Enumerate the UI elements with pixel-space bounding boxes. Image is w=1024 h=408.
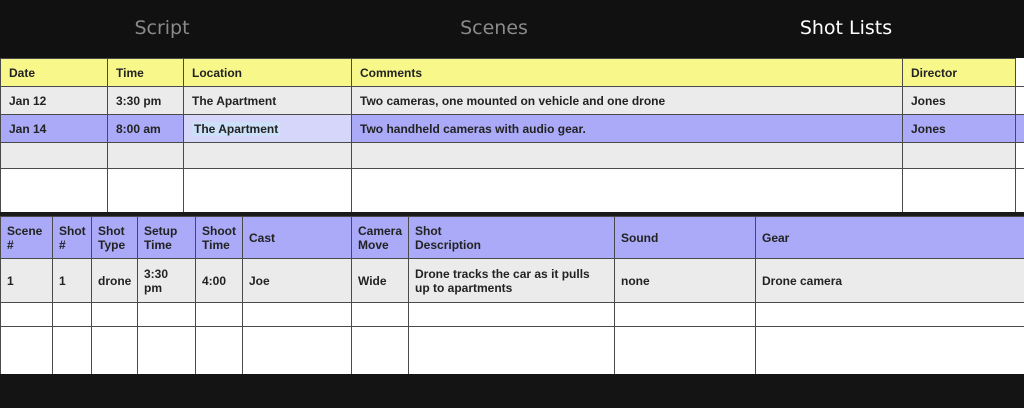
empty-cell[interactable] — [92, 303, 138, 327]
shot-list-table — [0, 216, 1024, 375]
schedule-header-row — [1, 59, 1024, 87]
cell-comments[interactable]: Two cameras, one mounted on vehicle and one drone — [352, 87, 903, 115]
empty-cell[interactable] — [756, 327, 1024, 375]
location-text-selection[interactable]: The Apartment — [194, 121, 279, 136]
empty-cell[interactable] — [92, 327, 138, 375]
header-setup-time: Setup Time — [138, 217, 196, 259]
header-cast: Cast — [243, 217, 352, 259]
empty-cell[interactable] — [53, 327, 92, 375]
empty-cell[interactable] — [352, 143, 903, 169]
empty-cell[interactable] — [903, 169, 1016, 213]
tab-scenes[interactable]: Scenes — [460, 17, 528, 39]
header-director: Director — [903, 59, 1016, 87]
empty-cell[interactable] — [138, 327, 196, 375]
empty-cell[interactable] — [108, 143, 184, 169]
table-row[interactable] — [1, 87, 1024, 115]
row-filler — [1016, 143, 1024, 169]
header-location: Location — [184, 59, 352, 87]
tab-script[interactable]: Script — [134, 17, 190, 39]
empty-cell[interactable] — [243, 327, 352, 375]
cell-location[interactable]: The Apartment — [184, 87, 352, 115]
tab-bar — [0, 0, 1024, 58]
empty-cell[interactable] — [1, 143, 108, 169]
cell-setup-time[interactable]: 3:30 pm — [138, 259, 196, 303]
empty-cell[interactable] — [409, 303, 615, 327]
cell-shot-type[interactable]: drone — [92, 259, 138, 303]
cell-comments[interactable]: Two handheld cameras with audio gear. — [352, 115, 903, 143]
table-row-empty[interactable] — [1, 169, 1024, 213]
empty-cell[interactable] — [184, 169, 352, 213]
header-filler — [1016, 59, 1024, 87]
table-row-empty[interactable] — [1, 327, 1024, 375]
empty-cell[interactable] — [409, 327, 615, 375]
header-shoot-time: Shoot Time — [196, 217, 243, 259]
header-date: Date — [1, 59, 108, 87]
cell-date[interactable]: Jan 14 — [1, 115, 108, 143]
row-filler — [1016, 169, 1024, 213]
cell-scene[interactable]: 1 — [1, 259, 53, 303]
cell-camera-move[interactable]: Wide — [352, 259, 409, 303]
cell-date[interactable]: Jan 12 — [1, 87, 108, 115]
header-camera-move: Camera Move — [352, 217, 409, 259]
empty-cell[interactable] — [138, 303, 196, 327]
empty-cell[interactable] — [1, 169, 108, 213]
empty-cell[interactable] — [352, 169, 903, 213]
cell-director[interactable]: Jones — [903, 115, 1016, 143]
cell-time[interactable]: 8:00 am — [108, 115, 184, 143]
row-filler — [1016, 115, 1024, 143]
cell-gear[interactable]: Drone camera — [756, 259, 1024, 303]
cell-time[interactable]: 3:30 pm — [108, 87, 184, 115]
empty-cell[interactable] — [756, 303, 1024, 327]
cell-shot[interactable]: 1 — [53, 259, 92, 303]
empty-cell[interactable] — [1, 327, 53, 375]
row-filler — [1016, 87, 1024, 115]
empty-cell[interactable] — [615, 327, 756, 375]
shot-header-row — [1, 217, 1024, 259]
empty-cell[interactable] — [108, 169, 184, 213]
table-row-empty[interactable] — [1, 303, 1024, 327]
empty-cell[interactable] — [196, 327, 243, 375]
table-row-empty[interactable] — [1, 143, 1024, 169]
empty-cell[interactable] — [352, 303, 409, 327]
empty-cell[interactable] — [243, 303, 352, 327]
empty-cell[interactable] — [903, 143, 1016, 169]
empty-cell[interactable] — [1, 303, 53, 327]
schedule-table — [0, 58, 1024, 213]
header-gear: Gear — [756, 217, 1024, 259]
header-shot-type: Shot Type — [92, 217, 138, 259]
empty-cell[interactable] — [184, 143, 352, 169]
cell-shot-description[interactable]: Drone tracks the car as it pulls up to apartments — [409, 259, 615, 303]
empty-cell[interactable] — [53, 303, 92, 327]
header-time: Time — [108, 59, 184, 87]
table-row-selected[interactable] — [1, 115, 1024, 143]
cell-cast[interactable]: Joe — [243, 259, 352, 303]
header-shot-description: Shot Description — [409, 217, 615, 259]
cell-sound[interactable]: none — [615, 259, 756, 303]
header-sound: Sound — [615, 217, 756, 259]
tab-shot-lists[interactable]: Shot Lists — [799, 17, 893, 39]
header-scene-number: Scene # — [1, 217, 53, 259]
empty-cell[interactable] — [615, 303, 756, 327]
cell-shoot-time[interactable]: 4:00 — [196, 259, 243, 303]
table-row[interactable] — [1, 259, 1024, 303]
header-comments: Comments — [352, 59, 903, 87]
header-shot-number: Shot # — [53, 217, 92, 259]
empty-cell[interactable] — [352, 327, 409, 375]
cell-location[interactable] — [184, 115, 352, 143]
empty-cell[interactable] — [196, 303, 243, 327]
footer-bar — [0, 374, 1024, 408]
cell-director[interactable]: Jones — [903, 87, 1016, 115]
